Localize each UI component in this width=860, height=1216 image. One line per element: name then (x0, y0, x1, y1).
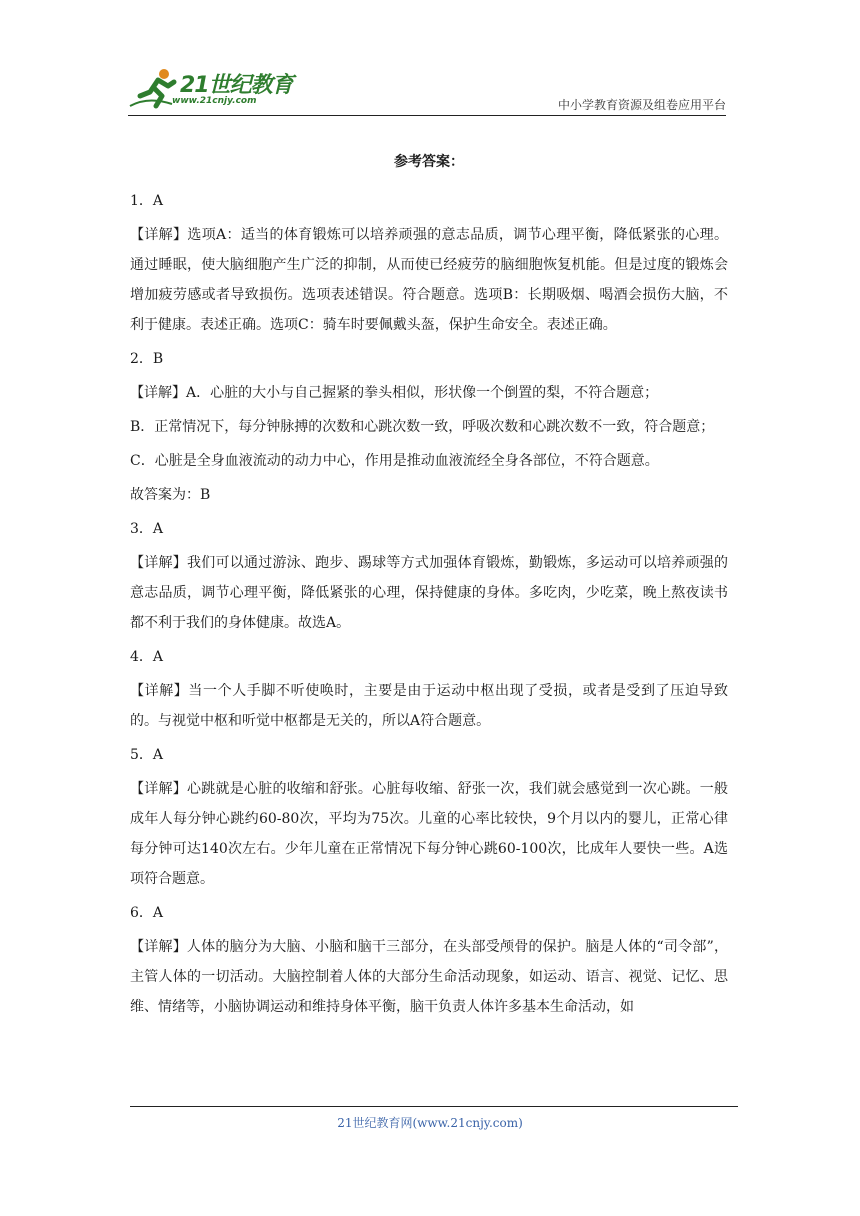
page-header (128, 62, 726, 116)
answer-number: 3．A (130, 521, 164, 537)
answer-explanation: C．心脏是全身血液流动的动力中心，作用是推动血液流经全身各部位，不符合题意。 (130, 453, 659, 469)
page-footer: 21世纪教育网(www.21cnjy.com) (337, 1116, 523, 1130)
answer-number: 1．A (130, 193, 164, 209)
answer-explanation: 【详解】选项A：适当的体育锻炼可以培养顽强的意志品质，调节心理平衡，降低紧张的心理。通过睡眠，使大脑细胞产生广泛的抑制，从而使已经疲劳的脑细胞恢复机能。但是过度的锻炼会增加疲劳感或者导致损伤。选项表述错误。符合题意。选项B：长期吸烟、喝酒会损伤大脑，不利于健康。表述正确。选项C：骑车时要佩戴头盔，保护生命安全。表述正确。 (130, 227, 728, 333)
logo (128, 66, 298, 112)
answer-explanation: 【详解】当一个人手脚不听使唤时，主要是由于运动中枢出现了受损，或者是受到了压迫导致的。与视觉中枢和听觉中枢都是无关的，所以A符合题意。 (130, 683, 728, 729)
footer-divider (130, 1106, 738, 1107)
answer-number: 5．A (130, 747, 164, 763)
logo-text: 21世纪教育 (180, 73, 293, 98)
answer-explanation: 【详解】我们可以通过游泳、跑步、踢球等方式加强体育锻炼，勤锻炼，多运动可以培养顽强的意志品质，调节心理平衡，降低紧张的心理，保持健康的身体。多吃肉，少吃菜，晚上熬夜读书都不利于我们的身体健康。故选A。 (130, 555, 728, 631)
answer-number: 6．A (130, 905, 164, 921)
page-title: 参考答案： (394, 154, 464, 170)
answer-content (130, 150, 728, 1026)
answer-number: 4．A (130, 649, 164, 665)
answer-number: 2．B (130, 351, 164, 367)
answer-explanation: 【详解】人体的脑分为大脑、小脑和脑干三部分，在头部受颅骨的保护。脑是人体的“司令部”，主管人体的一切活动。大脑控制着人体的大部分生命活动现象，如运动、语言、视觉、记忆、思维、情绪等，小脑协调运动和维持身体平衡，脑干负责人体许多基本生命活动，如 (130, 939, 728, 1015)
platform-name: 中小学教育资源及组卷应用平台 (557, 98, 726, 112)
answer-explanation: B．正常情况下，每分钟脉搏的次数和心跳次数一致，呼吸次数和心跳次数不一致，符合题意； (130, 419, 715, 435)
answer-explanation: 【详解】心跳就是心脏的收缩和舒张。心脏每收缩、舒张一次，我们就会感觉到一次心跳。一般成年人每分钟心跳约60-80次，平均为75次。儿童的心率比较快，9个月以内的婴儿，正常心律每分钟可达140次左右。少年儿童在正常情况下每分钟心跳60-100次，比成年人要快一些。A选项符合题意。 (130, 781, 728, 887)
answer-explanation: 【详解】A．心脏的大小与自己握紧的拳头相似，形状像一个倒置的梨，不符合题意； (130, 385, 659, 401)
header-divider (128, 115, 726, 116)
answer-explanation: 故答案为：B (130, 487, 211, 503)
logo-url: www.21cnjy.com (172, 96, 257, 106)
